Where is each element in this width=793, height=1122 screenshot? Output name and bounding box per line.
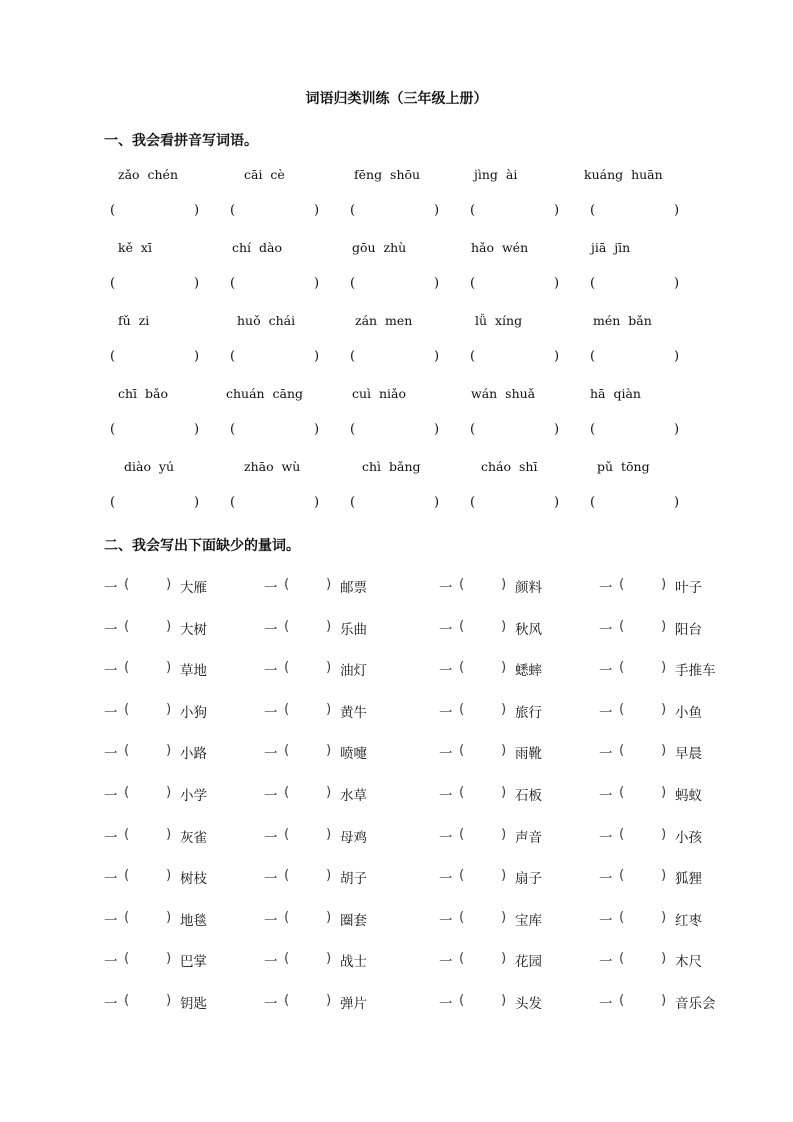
prefix-one: 一 (599, 746, 613, 763)
open-bracket: ( (124, 576, 130, 592)
prefix-one: 一 (439, 871, 453, 888)
close-bracket: ) (674, 495, 680, 510)
open-bracket: ( (284, 950, 290, 967)
close-bracket: ) (661, 576, 667, 592)
open-bracket: ( (459, 659, 465, 676)
close-bracket: ) (434, 349, 440, 364)
close-bracket: ) (554, 276, 560, 291)
noun-word: 宝库 (515, 912, 542, 929)
open-bracket: ( (284, 659, 290, 676)
close-bracket: ) (326, 950, 332, 967)
close-bracket: ) (166, 992, 172, 1008)
close-bracket: ) (314, 422, 320, 437)
noun-word: 颜料 (515, 580, 542, 596)
close-bracket: ) (661, 950, 667, 967)
pinyin-prompt: hǎo wén (471, 240, 529, 255)
prefix-one: 一 (439, 704, 453, 721)
open-bracket: ( (284, 742, 290, 759)
close-bracket: ) (661, 784, 667, 800)
open-bracket: ( (459, 576, 465, 592)
open-bracket: ( (459, 617, 465, 634)
open-bracket: ( (350, 495, 356, 510)
close-bracket: ) (326, 700, 332, 717)
prefix-one: 一 (439, 621, 453, 638)
open-bracket: ( (459, 992, 465, 1008)
noun-word: 小路 (180, 746, 207, 763)
pinyin-prompt: cāi cè (244, 167, 285, 182)
noun-word: 蟋蟀 (515, 663, 542, 680)
open-bracket: ( (459, 700, 465, 717)
noun-word: 钥匙 (180, 996, 207, 1012)
prefix-one: 一 (439, 912, 453, 929)
noun-word: 巴掌 (180, 954, 207, 971)
close-bracket: ) (194, 276, 200, 291)
open-bracket: ( (110, 276, 116, 291)
close-bracket: ) (661, 867, 667, 884)
close-bracket: ) (326, 825, 332, 842)
noun-word: 水草 (340, 788, 367, 804)
noun-word: 胡子 (340, 871, 367, 888)
open-bracket: ( (284, 825, 290, 842)
close-bracket: ) (501, 825, 507, 842)
close-bracket: ) (661, 659, 667, 676)
prefix-one: 一 (439, 746, 453, 763)
pinyin-prompt: jiā jīn (591, 240, 631, 255)
open-bracket: ( (350, 203, 356, 218)
open-bracket: ( (124, 992, 130, 1008)
open-bracket: ( (230, 349, 236, 364)
close-bracket: ) (166, 659, 172, 676)
noun-word: 黄牛 (340, 704, 367, 721)
prefix-one: 一 (439, 954, 453, 971)
noun-word: 油灯 (340, 663, 367, 680)
close-bracket: ) (166, 617, 172, 634)
open-bracket: ( (590, 495, 596, 510)
close-bracket: ) (314, 276, 320, 291)
noun-word: 早晨 (675, 746, 702, 763)
prefix-one: 一 (104, 788, 118, 804)
pinyin-prompt: fǔ zi (118, 313, 150, 328)
noun-word: 蚂蚁 (675, 788, 702, 804)
prefix-one: 一 (264, 580, 278, 596)
open-bracket: ( (459, 950, 465, 967)
noun-word: 狐狸 (675, 871, 702, 888)
open-bracket: ( (284, 992, 290, 1008)
close-bracket: ) (434, 422, 440, 437)
pinyin-prompt: huǒ chái (237, 313, 296, 328)
pinyin-prompt: mén bǎn (593, 313, 652, 328)
open-bracket: ( (459, 784, 465, 800)
close-bracket: ) (554, 349, 560, 364)
open-bracket: ( (124, 784, 130, 800)
noun-word: 雨靴 (515, 746, 542, 763)
prefix-one: 一 (599, 871, 613, 888)
prefix-one: 一 (264, 871, 278, 888)
noun-word: 草地 (180, 663, 207, 680)
open-bracket: ( (459, 908, 465, 925)
prefix-one: 一 (264, 621, 278, 638)
prefix-one: 一 (104, 954, 118, 971)
prefix-one: 一 (264, 788, 278, 804)
open-bracket: ( (470, 349, 476, 364)
close-bracket: ) (194, 203, 200, 218)
open-bracket: ( (619, 908, 625, 925)
open-bracket: ( (124, 742, 130, 759)
close-bracket: ) (194, 422, 200, 437)
noun-word: 花园 (515, 954, 542, 971)
pinyin-prompt: cuì niǎo (352, 386, 407, 401)
pinyin-prompt: fēng shōu (354, 167, 421, 182)
pinyin-prompt: lǚ xíng (475, 313, 523, 328)
close-bracket: ) (661, 908, 667, 925)
pinyin-prompt: chuán cāng (226, 386, 304, 401)
open-bracket: ( (470, 495, 476, 510)
pinyin-prompt: cháo shī (481, 459, 538, 474)
close-bracket: ) (314, 495, 320, 510)
open-bracket: ( (230, 203, 236, 218)
open-bracket: ( (459, 742, 465, 759)
prefix-one: 一 (599, 954, 613, 971)
close-bracket: ) (194, 495, 200, 510)
noun-word: 喷嚏 (340, 746, 367, 763)
prefix-one: 一 (104, 829, 118, 846)
prefix-one: 一 (264, 912, 278, 929)
close-bracket: ) (501, 908, 507, 925)
prefix-one: 一 (264, 704, 278, 721)
close-bracket: ) (501, 992, 507, 1008)
noun-word: 红枣 (675, 912, 702, 929)
open-bracket: ( (619, 576, 625, 592)
noun-word: 圈套 (340, 912, 367, 929)
pinyin-prompt: chí dào (232, 240, 282, 255)
prefix-one: 一 (599, 788, 613, 804)
prefix-one: 一 (104, 996, 118, 1012)
prefix-one: 一 (439, 580, 453, 596)
open-bracket: ( (619, 659, 625, 676)
close-bracket: ) (674, 349, 680, 364)
close-bracket: ) (326, 617, 332, 634)
prefix-one: 一 (439, 788, 453, 804)
prefix-one: 一 (264, 954, 278, 971)
close-bracket: ) (674, 276, 680, 291)
noun-word: 弹片 (340, 996, 367, 1012)
noun-word: 秋风 (515, 621, 542, 638)
prefix-one: 一 (599, 912, 613, 929)
prefix-one: 一 (599, 580, 613, 596)
close-bracket: ) (501, 950, 507, 967)
close-bracket: ) (166, 950, 172, 967)
open-bracket: ( (230, 495, 236, 510)
pinyin-prompt: jìng ài (474, 167, 518, 182)
open-bracket: ( (110, 203, 116, 218)
section-2-heading: 二、我会写出下面缺少的量词。 (104, 538, 300, 554)
open-bracket: ( (459, 825, 465, 842)
open-bracket: ( (230, 422, 236, 437)
close-bracket: ) (326, 784, 332, 800)
close-bracket: ) (661, 742, 667, 759)
open-bracket: ( (124, 659, 130, 676)
prefix-one: 一 (104, 663, 118, 680)
close-bracket: ) (326, 576, 332, 592)
open-bracket: ( (230, 276, 236, 291)
pinyin-prompt: kuáng huān (584, 167, 663, 182)
prefix-one: 一 (104, 871, 118, 888)
close-bracket: ) (501, 617, 507, 634)
close-bracket: ) (434, 203, 440, 218)
open-bracket: ( (110, 422, 116, 437)
noun-word: 音乐会 (675, 996, 716, 1012)
prefix-one: 一 (104, 621, 118, 638)
pinyin-prompt: zhāo wù (244, 459, 301, 474)
prefix-one: 一 (264, 829, 278, 846)
noun-word: 小孩 (675, 829, 702, 846)
open-bracket: ( (619, 950, 625, 967)
prefix-one: 一 (439, 996, 453, 1012)
noun-word: 旅行 (515, 704, 542, 721)
open-bracket: ( (350, 276, 356, 291)
close-bracket: ) (501, 784, 507, 800)
close-bracket: ) (501, 700, 507, 717)
prefix-one: 一 (599, 829, 613, 846)
open-bracket: ( (619, 742, 625, 759)
open-bracket: ( (470, 422, 476, 437)
close-bracket: ) (674, 203, 680, 218)
noun-word: 树枝 (180, 871, 207, 888)
noun-word: 母鸡 (340, 829, 367, 846)
open-bracket: ( (124, 908, 130, 925)
close-bracket: ) (661, 700, 667, 717)
prefix-one: 一 (439, 829, 453, 846)
open-bracket: ( (619, 992, 625, 1008)
noun-word: 邮票 (340, 580, 367, 596)
close-bracket: ) (501, 867, 507, 884)
open-bracket: ( (619, 700, 625, 717)
noun-word: 小学 (180, 788, 207, 804)
open-bracket: ( (350, 422, 356, 437)
prefix-one: 一 (599, 621, 613, 638)
pinyin-prompt: diào yú (124, 459, 175, 474)
noun-word: 小鱼 (675, 704, 702, 721)
pinyin-prompt: kě xī (118, 240, 152, 255)
open-bracket: ( (619, 784, 625, 800)
close-bracket: ) (501, 742, 507, 759)
noun-word: 扇子 (515, 871, 542, 888)
close-bracket: ) (554, 495, 560, 510)
close-bracket: ) (166, 908, 172, 925)
noun-word: 声音 (515, 829, 542, 846)
open-bracket: ( (284, 908, 290, 925)
close-bracket: ) (166, 784, 172, 800)
close-bracket: ) (326, 992, 332, 1008)
close-bracket: ) (501, 659, 507, 676)
open-bracket: ( (284, 700, 290, 717)
prefix-one: 一 (104, 746, 118, 763)
open-bracket: ( (619, 617, 625, 634)
open-bracket: ( (124, 617, 130, 634)
close-bracket: ) (434, 495, 440, 510)
noun-word: 大雁 (180, 580, 207, 596)
prefix-one: 一 (104, 912, 118, 929)
close-bracket: ) (326, 867, 332, 884)
prefix-one: 一 (104, 580, 118, 596)
pinyin-prompt: gōu zhù (352, 240, 407, 255)
open-bracket: ( (470, 276, 476, 291)
open-bracket: ( (124, 825, 130, 842)
prefix-one: 一 (264, 663, 278, 680)
open-bracket: ( (470, 203, 476, 218)
noun-word: 战士 (340, 954, 367, 971)
section-1-heading: 一、我会看拼音写词语。 (104, 133, 258, 149)
noun-word: 头发 (515, 996, 542, 1012)
noun-word: 小狗 (180, 704, 207, 721)
open-bracket: ( (110, 495, 116, 510)
pinyin-prompt: wán shuǎ (471, 386, 536, 401)
close-bracket: ) (166, 825, 172, 842)
close-bracket: ) (166, 700, 172, 717)
noun-word: 大树 (180, 621, 207, 638)
noun-word: 石板 (515, 788, 542, 804)
noun-word: 地毯 (180, 912, 207, 929)
close-bracket: ) (314, 349, 320, 364)
close-bracket: ) (661, 617, 667, 634)
pinyin-prompt: zǎo chén (118, 167, 179, 182)
pinyin-prompt: chì bǎng (362, 459, 421, 474)
close-bracket: ) (554, 422, 560, 437)
pinyin-prompt: hā qiàn (590, 386, 641, 401)
open-bracket: ( (619, 867, 625, 884)
open-bracket: ( (590, 422, 596, 437)
open-bracket: ( (124, 867, 130, 884)
noun-word: 乐曲 (340, 621, 367, 638)
open-bracket: ( (284, 784, 290, 800)
noun-word: 叶子 (675, 580, 702, 596)
open-bracket: ( (590, 276, 596, 291)
close-bracket: ) (554, 203, 560, 218)
noun-word: 阳台 (675, 621, 702, 638)
prefix-one: 一 (264, 746, 278, 763)
noun-word: 木尺 (675, 954, 702, 971)
close-bracket: ) (314, 203, 320, 218)
close-bracket: ) (166, 742, 172, 759)
open-bracket: ( (124, 950, 130, 967)
pinyin-prompt: pǔ tōng (597, 459, 650, 474)
close-bracket: ) (194, 349, 200, 364)
close-bracket: ) (326, 659, 332, 676)
prefix-one: 一 (599, 663, 613, 680)
prefix-one: 一 (599, 704, 613, 721)
open-bracket: ( (619, 825, 625, 842)
noun-word: 灰雀 (180, 829, 207, 846)
close-bracket: ) (434, 276, 440, 291)
close-bracket: ) (661, 825, 667, 842)
close-bracket: ) (166, 867, 172, 884)
open-bracket: ( (124, 700, 130, 717)
prefix-one: 一 (599, 996, 613, 1012)
prefix-one: 一 (104, 704, 118, 721)
pinyin-prompt: chī bǎo (118, 386, 168, 401)
noun-word: 手推车 (675, 663, 716, 680)
open-bracket: ( (459, 867, 465, 884)
close-bracket: ) (501, 576, 507, 592)
close-bracket: ) (326, 742, 332, 759)
page-title: 词语归类训练（三年级上册） (305, 91, 488, 107)
close-bracket: ) (661, 992, 667, 1008)
open-bracket: ( (284, 576, 290, 592)
open-bracket: ( (284, 617, 290, 634)
close-bracket: ) (326, 908, 332, 925)
prefix-one: 一 (264, 996, 278, 1012)
open-bracket: ( (590, 349, 596, 364)
close-bracket: ) (674, 422, 680, 437)
prefix-one: 一 (439, 663, 453, 680)
open-bracket: ( (110, 349, 116, 364)
pinyin-prompt: zán men (355, 313, 413, 328)
open-bracket: ( (284, 867, 290, 884)
close-bracket: ) (166, 576, 172, 592)
open-bracket: ( (350, 349, 356, 364)
open-bracket: ( (590, 203, 596, 218)
